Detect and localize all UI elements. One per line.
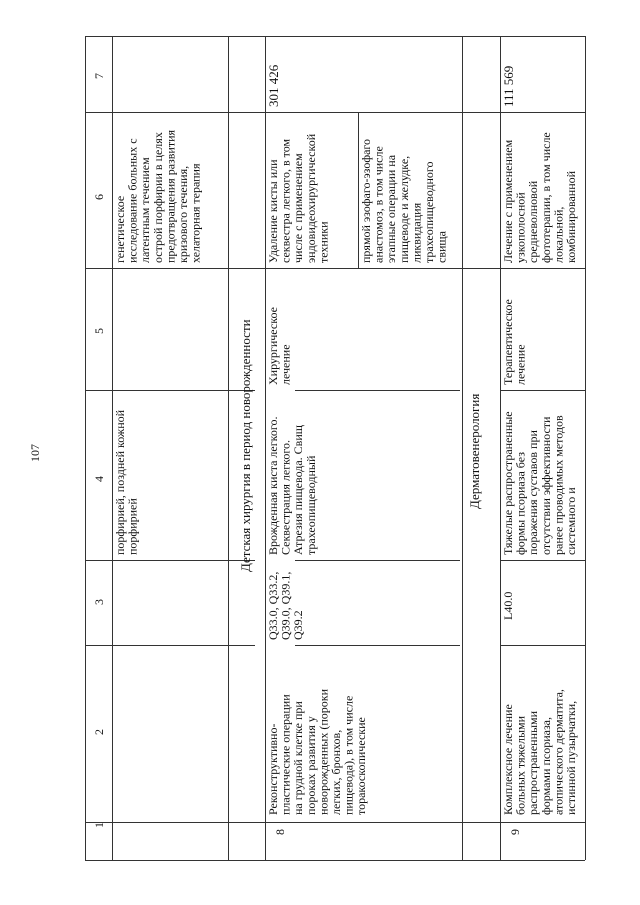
row-number-9: 9 xyxy=(508,829,522,835)
row9-col2-line: распространенными xyxy=(526,710,541,815)
row8-col6b-text xyxy=(359,139,449,263)
header-col-5: 5 xyxy=(92,328,106,334)
row9-col2-line: истинной пузырчатки, xyxy=(564,700,578,815)
continuation-col6-text xyxy=(113,129,203,263)
row8-col2-line: новорожденных (пороки xyxy=(316,688,331,815)
header-col-2: 2 xyxy=(92,729,106,735)
row8-col6a-line: Удаление кисты или xyxy=(266,159,280,263)
row8-col6a-line: секвестра легкого, в том xyxy=(278,138,293,263)
row9-col6-text xyxy=(501,132,578,263)
row9-col2-text xyxy=(501,689,578,815)
row8-col6b-line: прямой эзофаго-эзофаго xyxy=(359,138,373,263)
row9-col6-line: узкополосной xyxy=(513,192,528,263)
continuation-col4-line: порфирией xyxy=(125,498,140,555)
row8-col6b-line: трахеопищеводного xyxy=(422,161,436,263)
row9-col5-line: лечение xyxy=(513,344,528,385)
row8-col2-line: пороках развития у xyxy=(303,716,318,815)
row9-col6-line: Лечение с применением xyxy=(501,139,515,263)
continuation-col6-line: исследование больных с xyxy=(125,138,140,263)
continuation-col4-text xyxy=(113,409,140,555)
row8-col6a-line: техники xyxy=(316,221,331,263)
row8-col2-line: пластические операции xyxy=(278,694,293,815)
row8-col6a-line: эндовидеохирургической xyxy=(303,133,318,263)
row9-col2-line: Комплексное лечение xyxy=(501,704,515,815)
row8-col2-line: пищевода), в том числе xyxy=(341,695,356,815)
row9-col3-line: L40.0 xyxy=(501,591,515,620)
row8-col6b-line: этапные операции на xyxy=(384,154,399,263)
row8-col3-text xyxy=(266,572,305,640)
header-col-6: 6 xyxy=(92,194,106,200)
row9-col5-text xyxy=(501,299,528,385)
row8-col2-line: торакоскопические xyxy=(354,717,369,815)
row8-col4-line: трахеопищеводный xyxy=(303,455,318,555)
row8-col6a-line: числе с применением xyxy=(291,153,306,263)
continuation-col4-line: порфирией, поздней кожной xyxy=(113,409,127,555)
header-col-3: 3 xyxy=(92,599,106,605)
row8-col6b-line: свища xyxy=(434,231,449,263)
continuation-col6-line: генетическое xyxy=(113,195,127,263)
row9-col5-line: Терапевтическое xyxy=(501,299,515,385)
row9-col6-line: локальной, xyxy=(551,206,566,263)
row8-col4-line: Врожденная киста легкого. xyxy=(266,416,280,555)
row9-col4-text xyxy=(501,411,578,555)
row9-col4-line: системного и xyxy=(564,487,578,555)
section-title-child-surgery: Детская хирургия в период новорожденности xyxy=(238,319,253,572)
header-col-1: 1 xyxy=(92,822,106,828)
row8-col4-line: Секвестрация легкого. xyxy=(278,439,293,555)
continuation-col6-line: острой порфирии в целях xyxy=(150,132,165,263)
row8-col6a-text xyxy=(266,133,330,263)
row8-col2-text xyxy=(266,688,368,815)
row9-col7-amount: 111 569 xyxy=(501,65,516,107)
row8-col6b-line: пищеводе и желудке, xyxy=(396,155,411,263)
header-col-4: 4 xyxy=(92,476,106,482)
row9-col6-line: комбинированной xyxy=(564,170,578,263)
continuation-col6-line: кризового течения, xyxy=(176,165,190,263)
row9-col6-line: средневолновой xyxy=(526,180,541,263)
continuation-col6-line: хелаторная терапия xyxy=(188,163,203,263)
row9-col4-line: формы псориаза без xyxy=(513,452,528,555)
row8-col4-text xyxy=(266,417,318,556)
row8-col5-line: Хирургическое xyxy=(266,307,280,385)
row8-col5-text xyxy=(266,307,293,385)
row9-col6-line: фототерапии, в том числе xyxy=(538,132,553,263)
page-number: 107 xyxy=(28,444,42,462)
row8-col7-amount: 301 426 xyxy=(266,64,281,107)
row8-col3-line: Q39.2 xyxy=(291,610,306,640)
row8-col3-line: Q39.0, Q39.1, xyxy=(278,571,293,640)
header-col-7: 7 xyxy=(92,73,106,79)
row9-col4-line: поражения суставов при xyxy=(526,430,541,555)
row9-col2-line: атопического дерматита, xyxy=(551,689,566,815)
row8-col2-line: на грудной клетке при xyxy=(291,701,306,815)
row9-col4-line: Тяжелые распространенные xyxy=(501,411,515,555)
row8-col3-line: Q33.0, Q33.2, xyxy=(266,571,280,640)
row8-col4-line: Атрезия пищевода. Свищ xyxy=(291,424,306,555)
continuation-col6-line: латентным течением xyxy=(138,157,153,263)
row8-col2-line: Реконструктивно- xyxy=(266,723,280,815)
row8-col2-line: легких, бронхов, xyxy=(329,729,343,815)
row8-col6b-line: ликвидация xyxy=(409,202,424,263)
section-title-dermatology: Дерматовенерология xyxy=(467,393,482,509)
row9-col4-line: отсутствии эффективности xyxy=(538,416,553,555)
row9-col3-text xyxy=(501,592,515,620)
row9-col2-line: формами псориаза, xyxy=(538,716,553,815)
row8-col6b-line: анастомоз, в том числе xyxy=(371,146,386,263)
row8-col5-line: лечение xyxy=(278,344,293,385)
row9-col4-line: ранее проводимых методов xyxy=(551,415,566,555)
continuation-col6-line: предотвращения развития xyxy=(163,129,178,263)
row-number-8: 8 xyxy=(273,829,287,835)
row9-col2-line: больных тяжелыми xyxy=(513,715,528,815)
